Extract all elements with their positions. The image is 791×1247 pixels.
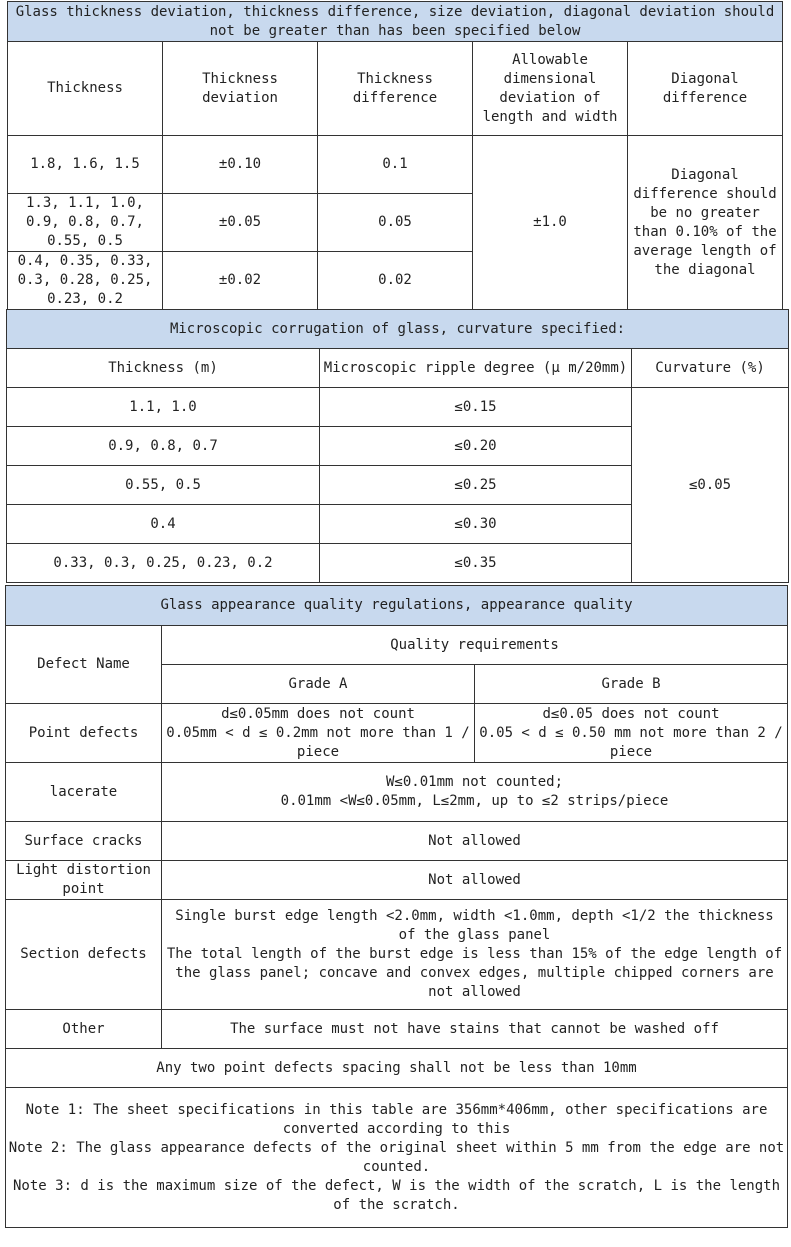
point-defects-grade-b: d≤0.05 does not count 0.05 < d ≤ 0.50 mm not more than 2 / piece: [475, 704, 788, 763]
deviation-cell: ±0.05: [163, 194, 318, 252]
difference-cell: 0.05: [318, 194, 473, 252]
header-grade-b: Grade B: [475, 665, 788, 704]
difference-cell: 0.02: [318, 252, 473, 310]
ripple-cell: ≤0.30: [320, 505, 632, 544]
thickness-cell: 0.55, 0.5: [7, 466, 320, 505]
header-diagonal-difference: Diagonal difference: [628, 42, 783, 136]
deviation-cell: ±0.10: [163, 136, 318, 194]
notes: Note 1: The sheet specifications in this table are 356mm*406mm, other specifications are converted according to this Note 2: The glass appearance defects of the original sheet within 5 mm from the edge are not counted. Note 3: d is the maximum size of the defect, W is the width of the scratch, L is the length of the scratch.: [6, 1088, 788, 1228]
surface-cracks-value: Not allowed: [162, 822, 788, 861]
allowable-deviation-cell: ±1.0: [473, 136, 628, 310]
header-grade-a: Grade A: [162, 665, 475, 704]
header-curvature: Curvature (%): [632, 349, 789, 388]
ripple-cell: ≤0.35: [320, 544, 632, 583]
section-defects-label: Section defects: [6, 900, 162, 1010]
point-defects-label: Point defects: [6, 704, 162, 763]
thickness-cell: 1.3, 1.1, 1.0, 0.9, 0.8, 0.7, 0.55, 0.5: [8, 194, 163, 252]
lacerate-label: lacerate: [6, 763, 162, 822]
point-defects-grade-a: d≤0.05mm does not count 0.05mm < d ≤ 0.2mm not more than 1 / piece: [162, 704, 475, 763]
other-value: The surface must not have stains that cannot be washed off: [162, 1010, 788, 1049]
deviation-cell: ±0.02: [163, 252, 318, 310]
point-spacing-rule: Any two point defects spacing shall not be less than 10mm: [6, 1049, 788, 1088]
light-distortion-value: Not allowed: [162, 861, 788, 900]
header-thickness-difference: Thickness difference: [318, 42, 473, 136]
ripple-cell: ≤0.15: [320, 388, 632, 427]
header-thickness-deviation: Thickness deviation: [163, 42, 318, 136]
surface-cracks-label: Surface cracks: [6, 822, 162, 861]
table1-title: Glass thickness deviation, thickness difference, size deviation, diagonal deviation should not be greater than has been specified below: [8, 2, 783, 42]
header-defect-name: Defect Name: [6, 626, 162, 704]
thickness-cell: 0.33, 0.3, 0.25, 0.23, 0.2: [7, 544, 320, 583]
thickness-deviation-table: [7, 1, 783, 310]
other-label: Other: [6, 1010, 162, 1049]
thickness-cell: 1.1, 1.0: [7, 388, 320, 427]
ripple-cell: ≤0.20: [320, 427, 632, 466]
lacerate-value: W≤0.01mm not counted; 0.01mm <W≤0.05mm, L≤2mm, up to ≤2 strips/piece: [162, 763, 788, 822]
header-thickness-m: Thickness (m): [7, 349, 320, 388]
header-ripple-degree: Microscopic ripple degree (μ m/20mm): [320, 349, 632, 388]
header-quality-requirements: Quality requirements: [162, 626, 788, 665]
difference-cell: 0.1: [318, 136, 473, 194]
curvature-cell: ≤0.05: [632, 388, 789, 583]
header-allowable-deviation: Allowable dimensional deviation of length and width: [473, 42, 628, 136]
light-distortion-label: Light distortion point: [6, 861, 162, 900]
thickness-cell: 0.9, 0.8, 0.7: [7, 427, 320, 466]
section-defects-value: Single burst edge length <2.0mm, width <1.0mm, depth <1/2 the thickness of the glass panel The total length of the burst edge is less than 15% of the edge length of the glass panel; concave and convex edges, multiple chipped corners are not allowed: [162, 900, 788, 1010]
table2-title: Microscopic corrugation of glass, curvature specified:: [7, 310, 789, 349]
appearance-quality-table: [5, 585, 788, 1228]
thickness-cell: 0.4, 0.35, 0.33, 0.3, 0.28, 0.25, 0.23, 0.2: [8, 252, 163, 310]
table3-title: Glass appearance quality regulations, appearance quality: [6, 586, 788, 626]
corrugation-table: [6, 309, 789, 583]
diagonal-difference-cell: Diagonal difference should be no greater than 0.10% of the average length of the diagonal: [628, 136, 783, 310]
header-thickness: Thickness: [8, 42, 163, 136]
thickness-cell: 0.4: [7, 505, 320, 544]
ripple-cell: ≤0.25: [320, 466, 632, 505]
thickness-cell: 1.8, 1.6, 1.5: [8, 136, 163, 194]
